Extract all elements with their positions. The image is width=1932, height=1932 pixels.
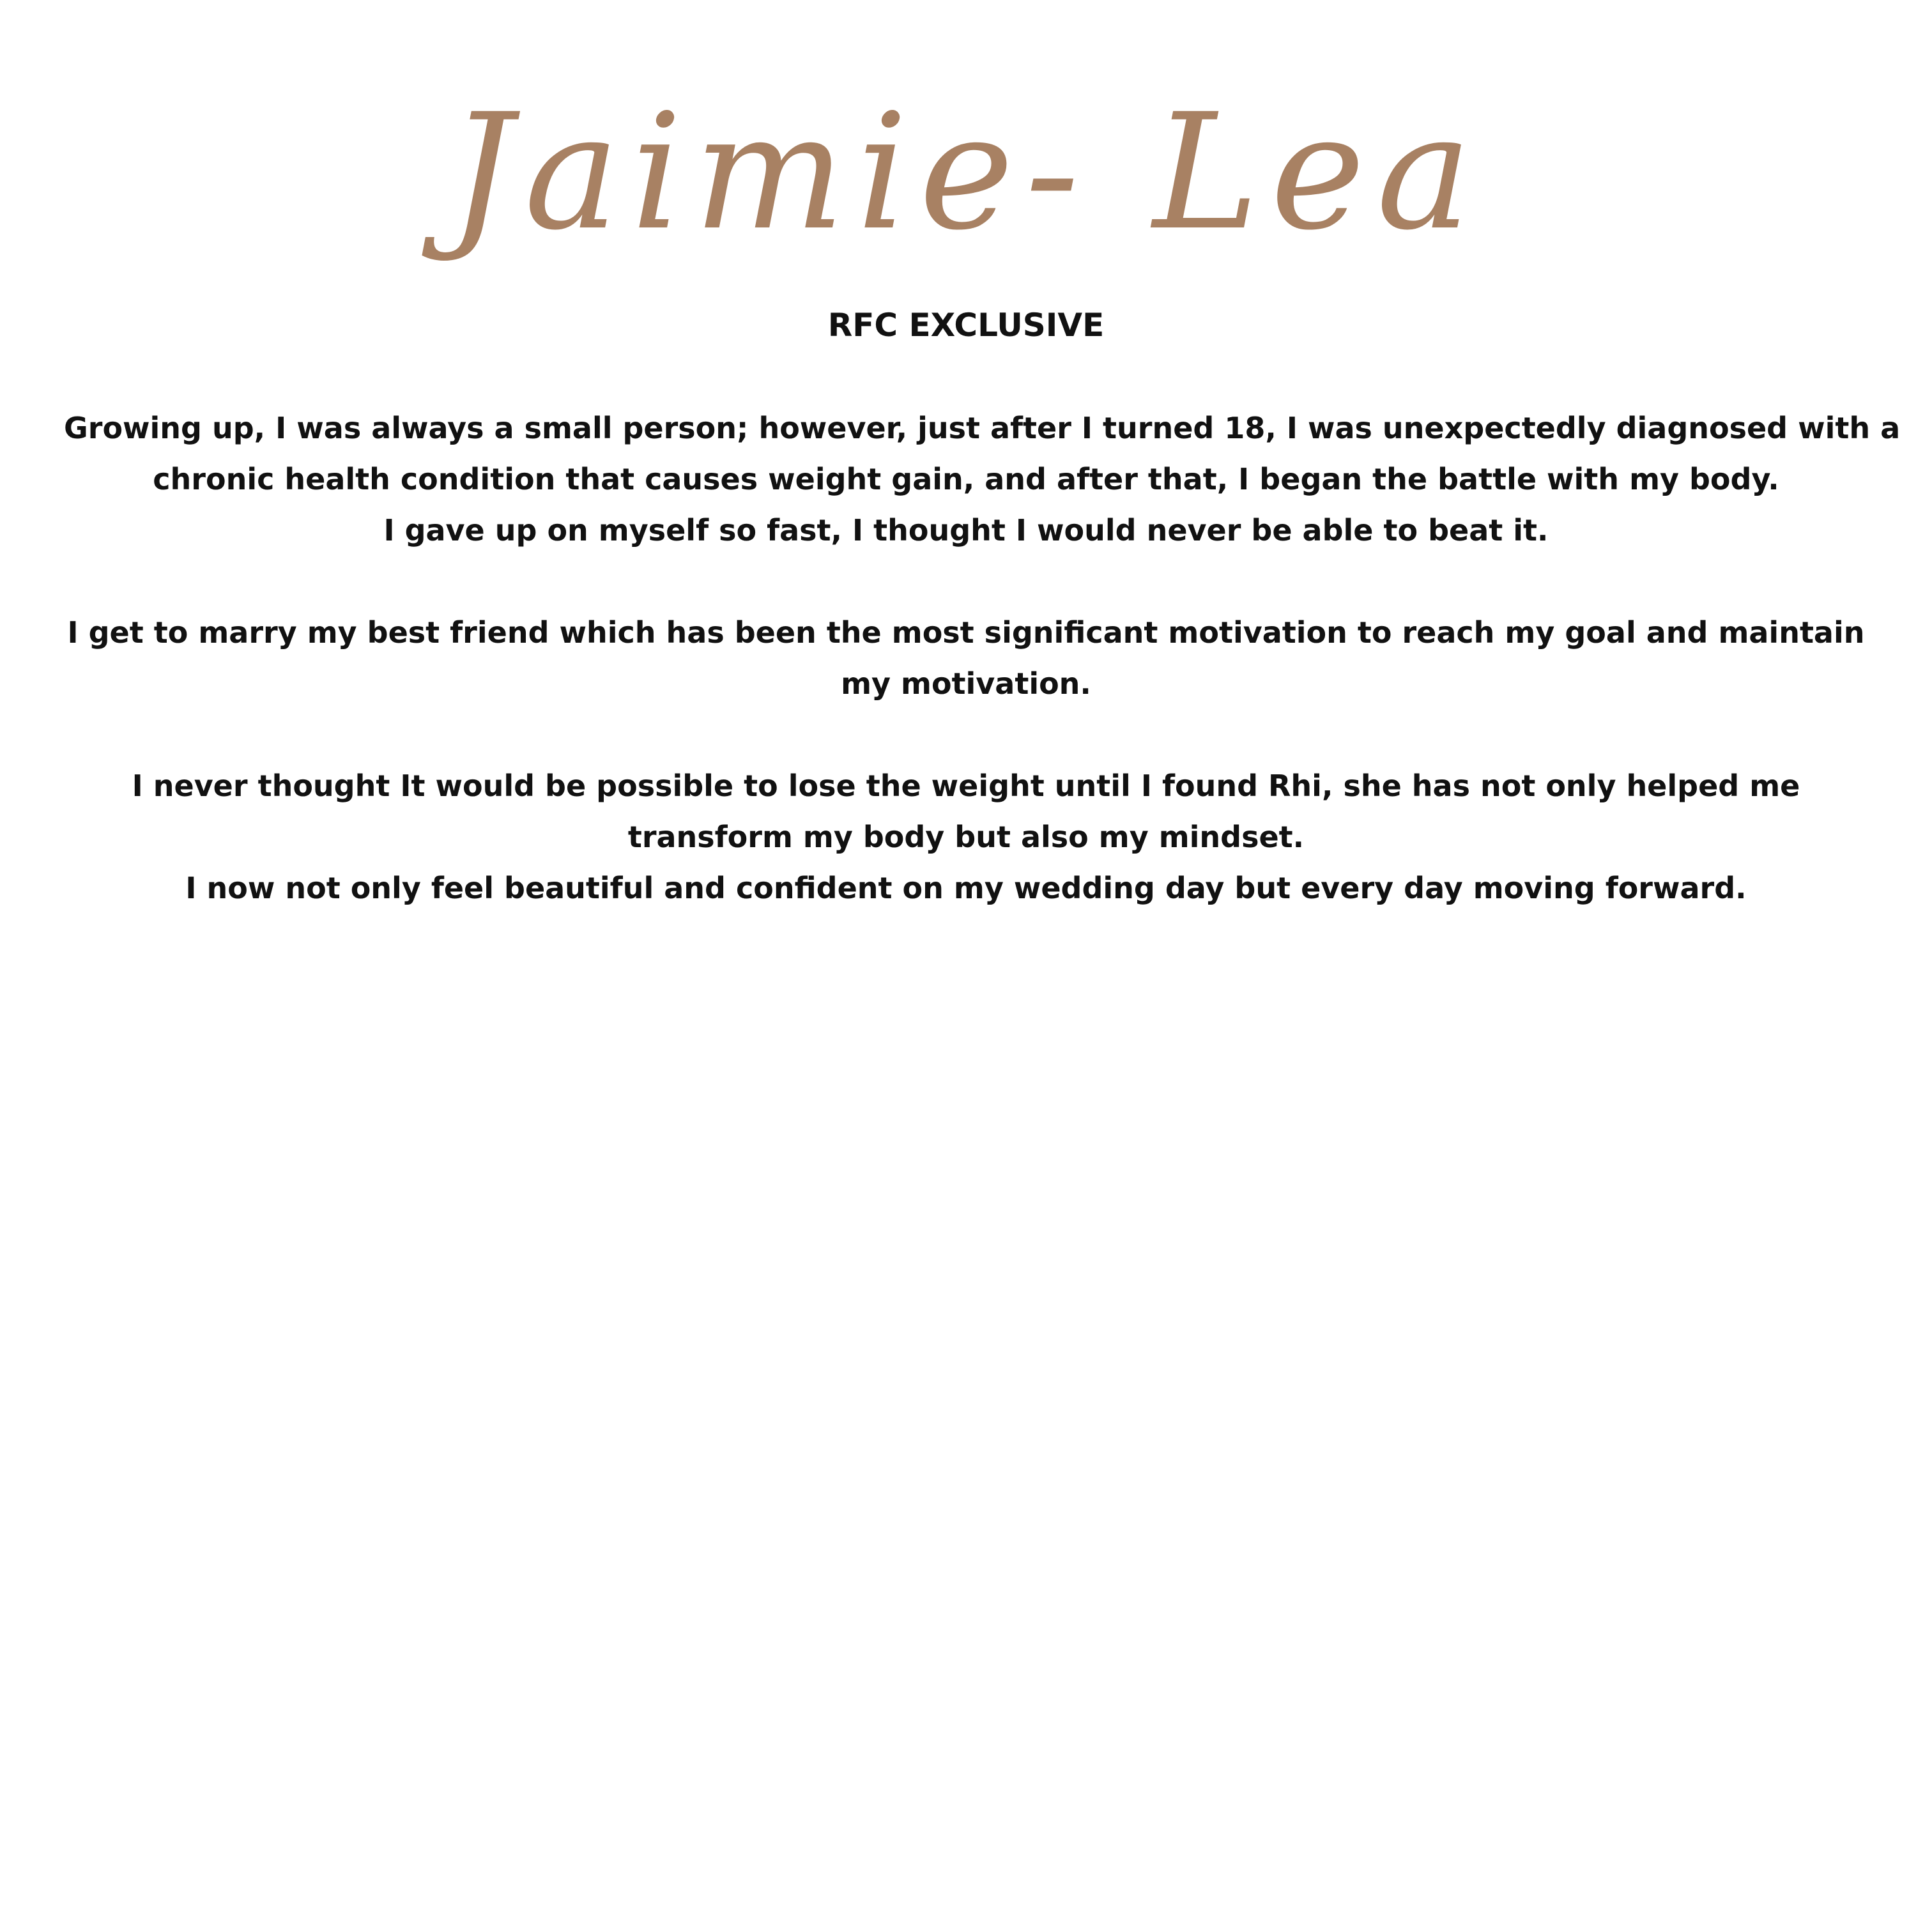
text-line: I never thought It would be possible to lose the weight until I found Rhi, she has not only helped me [132,769,1800,803]
paragraph-2 [64,607,1868,709]
text-line: I gave up on myself so fast, I thought I would never be able to beat it. [383,513,1549,548]
subtitle: RFC EXCLUSIVE [827,307,1105,344]
text-line: I now not only feel beautiful and confident on my wedding day but every day moving forward. [185,871,1747,905]
name-heading: Jaimie- Lea [448,79,1483,265]
text-line: chronic health condition that causes weight gain, and after that, I began the battle with my body. [153,462,1779,496]
paragraph-3 [64,760,1868,914]
text-line: I get to marry my best friend which has been the most significant motivation to reach my goal and maintain [67,615,1865,650]
text-line: Growing up, I was always a small person; however, just after I turned 18, I was unexpectedly diagnosed with a [64,411,1901,445]
text-line: transform my body but also my mindset. [627,820,1305,854]
paragraph-1 [64,402,1901,556]
testimonial-body [64,402,1901,914]
text-line: my motivation. [841,666,1091,701]
